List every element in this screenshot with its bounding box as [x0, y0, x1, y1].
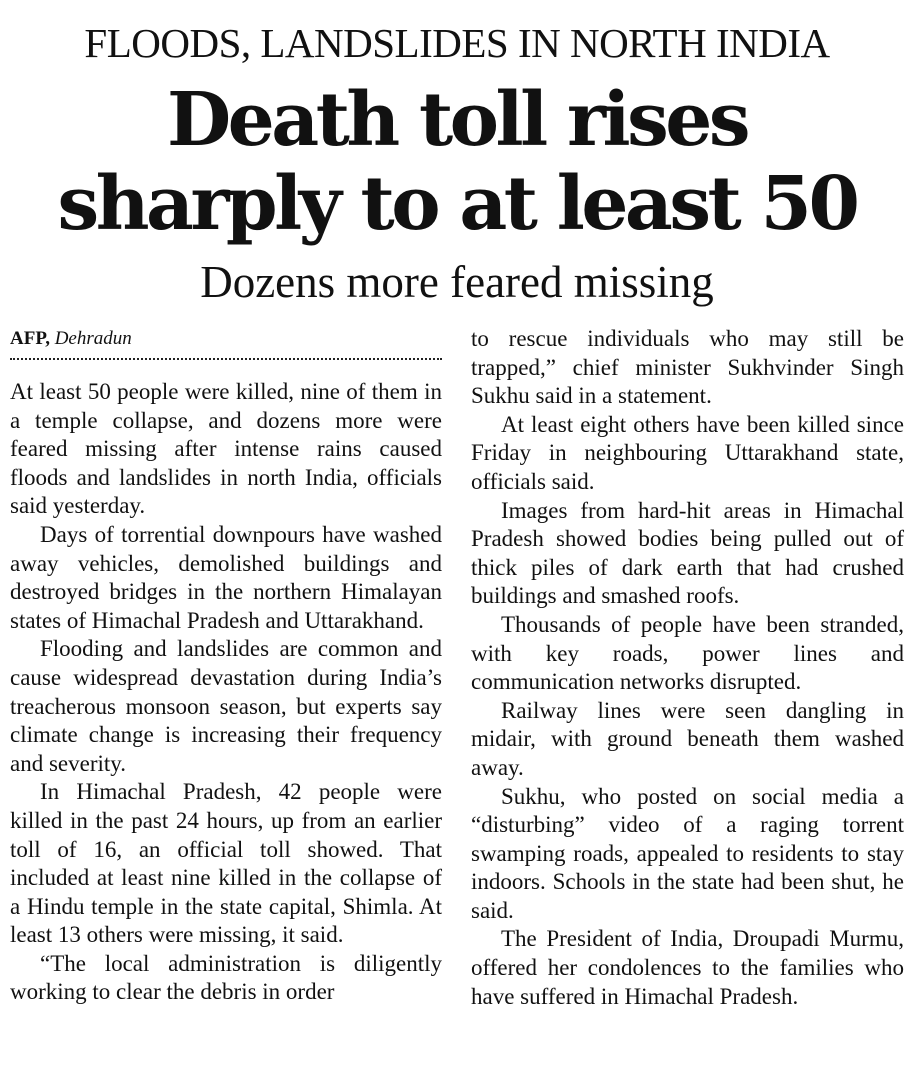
paragraph: The President of India, Droupadi Murmu, offered her condolences to the families who have suffered in Himachal Pradesh.	[471, 926, 904, 1009]
byline-location: Dehradun	[54, 328, 132, 349]
headline-line-2: sharply to at least 50	[57, 161, 857, 247]
paragraph: Thousands of people have been stranded, with key roads, power lines and communication networks disrupted.	[471, 611, 904, 695]
paragraph: Flooding and landslides are common and cause widespread devastation during India’s treacherous monsoon season, but experts say climate change is increasing their frequency and severity.	[10, 636, 442, 776]
paragraph: “The local administration is diligently working to clear the debris in order	[10, 950, 442, 1005]
article-column-1	[10, 378, 442, 1007]
paragraph: Sukhu, who posted on social media a “disturbing” video of a raging torrent swamping roads, appealed to residents to stay indoors. Schools in the state had been shut, he said.	[471, 783, 904, 923]
paragraph: Days of torrential downpours have washed away vehicles, demolished buildings and destroyed bridges in the northern Himalayan states of Himachal Pradesh and Uttarakhand.	[10, 521, 442, 633]
paragraph: At least 50 people were killed, nine of them in a temple collapse, and dozens more were feared missing after intense rains caused floods and landslides in north India, officials said yesterday.	[10, 379, 442, 519]
kicker: FLOODS, LANDSLIDES IN NORTH INDIA	[84, 20, 830, 66]
article-column-2	[471, 325, 904, 1011]
paragraph: Railway lines were seen dangling in midair, with ground beneath them washed away.	[471, 697, 904, 780]
paragraph: At least eight others have been killed since Friday in neighbouring Uttarakhand state, officials said.	[471, 411, 904, 494]
byline	[10, 327, 442, 351]
headline-line-1: Death toll rises	[167, 77, 747, 163]
headline	[0, 78, 914, 246]
byline-agency: AFP,	[10, 328, 50, 349]
byline-divider	[10, 358, 442, 360]
paragraph: In Himachal Pradesh, 42 people were killed in the past 24 hours, up from an earlier toll of 16, an official toll showed. That included at least nine killed in the collapse of a Hindu temple in the state capital, Shimla. At least 13 others were missing, it said.	[10, 779, 442, 948]
paragraph: to rescue individuals who may still be trapped,” chief minister Sukhvinder Singh Sukhu said in a statement.	[471, 326, 904, 409]
subheadline: Dozens more feared missing	[200, 257, 714, 307]
paragraph: Images from hard-hit areas in Himachal Pradesh showed bodies being pulled out of thick piles of dark earth that had crushed buildings and smashed roofs.	[471, 497, 904, 609]
